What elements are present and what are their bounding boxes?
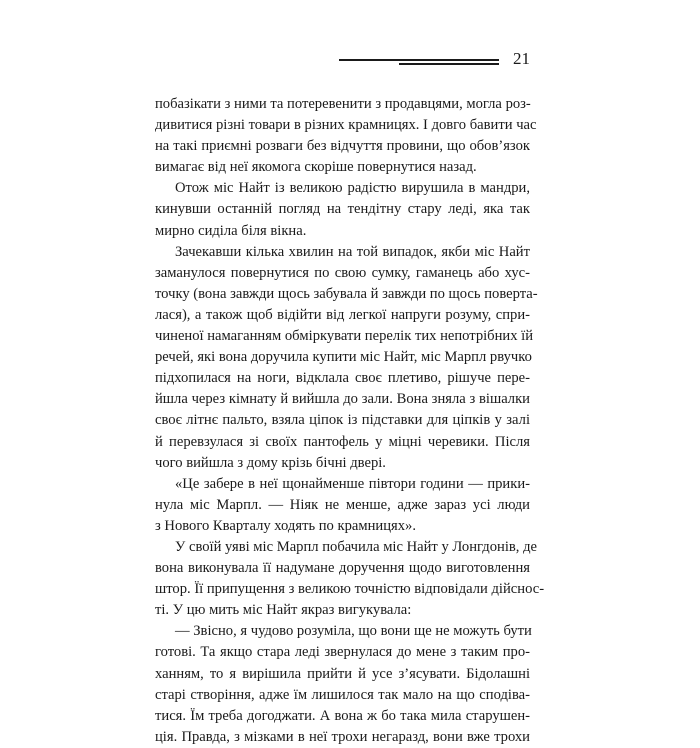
text-line: речей, які вона доручила купити міс Найт, міс Марпл рвучко bbox=[155, 349, 532, 366]
text-line: штор. Її припущення з великою точністю відповідали дійснос- bbox=[155, 581, 545, 598]
running-header bbox=[339, 46, 530, 72]
text-line: готові. Та якщо стара леді звернулася до мене з таким про- bbox=[155, 644, 530, 661]
header-rule-long bbox=[339, 59, 499, 61]
text-line: нула міс Марпл. — Ніяк не менше, адже зараз усі люди bbox=[155, 496, 530, 513]
text-line: заманулося повернутися по свою сумку, гаманець або хус- bbox=[155, 264, 530, 281]
text-line: вона виконувала її надумане доручення щодо виготовлення bbox=[155, 560, 530, 577]
text-line: з Нового Кварталу ходять по крамницях». bbox=[155, 517, 416, 534]
text-line: йшла через кімнату й вийшла до зали. Вона зняла з вішалки bbox=[155, 391, 530, 408]
text-line: лася), а також щоб відійти від легкої напруги розуму, спри- bbox=[155, 306, 530, 323]
text-line: на такі приємні розваги без відчуття провини, що обов’язок bbox=[155, 138, 530, 155]
text-line: ті. У цю мить міс Найт якраз вигукувала: bbox=[155, 602, 412, 619]
text-line: У своїй уяві міс Марпл побачила міс Найт у Лонгдонів, де bbox=[175, 538, 537, 555]
text-line: своє літнє пальто, взяла ціпок із підставки для ціпків у залі bbox=[155, 412, 530, 429]
body-text bbox=[155, 94, 545, 748]
text-line: дивитися різні товари в різних крамницях. І довго бавити час bbox=[155, 117, 537, 134]
text-line: точку (вона завжди щось забувала й завжди по щось поверта- bbox=[155, 285, 538, 302]
header-rule-short bbox=[399, 63, 499, 65]
text-line: чиненої намаганням обміркувати перелік тих непотрібних їй bbox=[155, 328, 534, 345]
page-number: 21 bbox=[513, 49, 530, 68]
text-line: «Це забере в неї щонайменше півтори години — прики- bbox=[175, 475, 530, 492]
text-line: вимагає від неї якомога скоріше повернутися назад. bbox=[155, 159, 477, 176]
text-line: Отож міс Найт із великою радістю вирушила в мандри, bbox=[175, 180, 530, 197]
text-line: — Звісно, я чудово розуміла, що вони ще не можуть бути bbox=[175, 623, 532, 640]
text-line: побазікати з ними та потеревенити з продавцями, могла роз- bbox=[155, 96, 531, 112]
text-line: мирно сиділа біля вікна. bbox=[155, 222, 307, 239]
text-line: ханням, то я вирішила прийти й усе з’ясувати. Бідолашні bbox=[155, 665, 530, 682]
text-line: й перевзулася зі своїх пантофель у міцні черевики. Після bbox=[155, 433, 530, 450]
text-line: ція. Правда, з мізками в неї трохи негаразд, вони вже трохи bbox=[155, 728, 530, 745]
text-line: кинувши останній погляд на тендітну стару леді, яка так bbox=[155, 201, 530, 218]
text-line: підхопилася на ноги, відклала своє плетиво, рішуче пере- bbox=[155, 370, 530, 387]
text-line: тися. Їм треба догоджати. А вона ж бо така мила старушен- bbox=[155, 707, 530, 724]
text-line: старі створіння, адже їм лишилося так мало на що сподіва- bbox=[155, 686, 530, 703]
text-line: Зачекавши кілька хвилин на той випадок, якби міс Найт bbox=[175, 243, 530, 260]
text-line: чого вийшла з дому крізь бічні двері. bbox=[155, 454, 386, 471]
